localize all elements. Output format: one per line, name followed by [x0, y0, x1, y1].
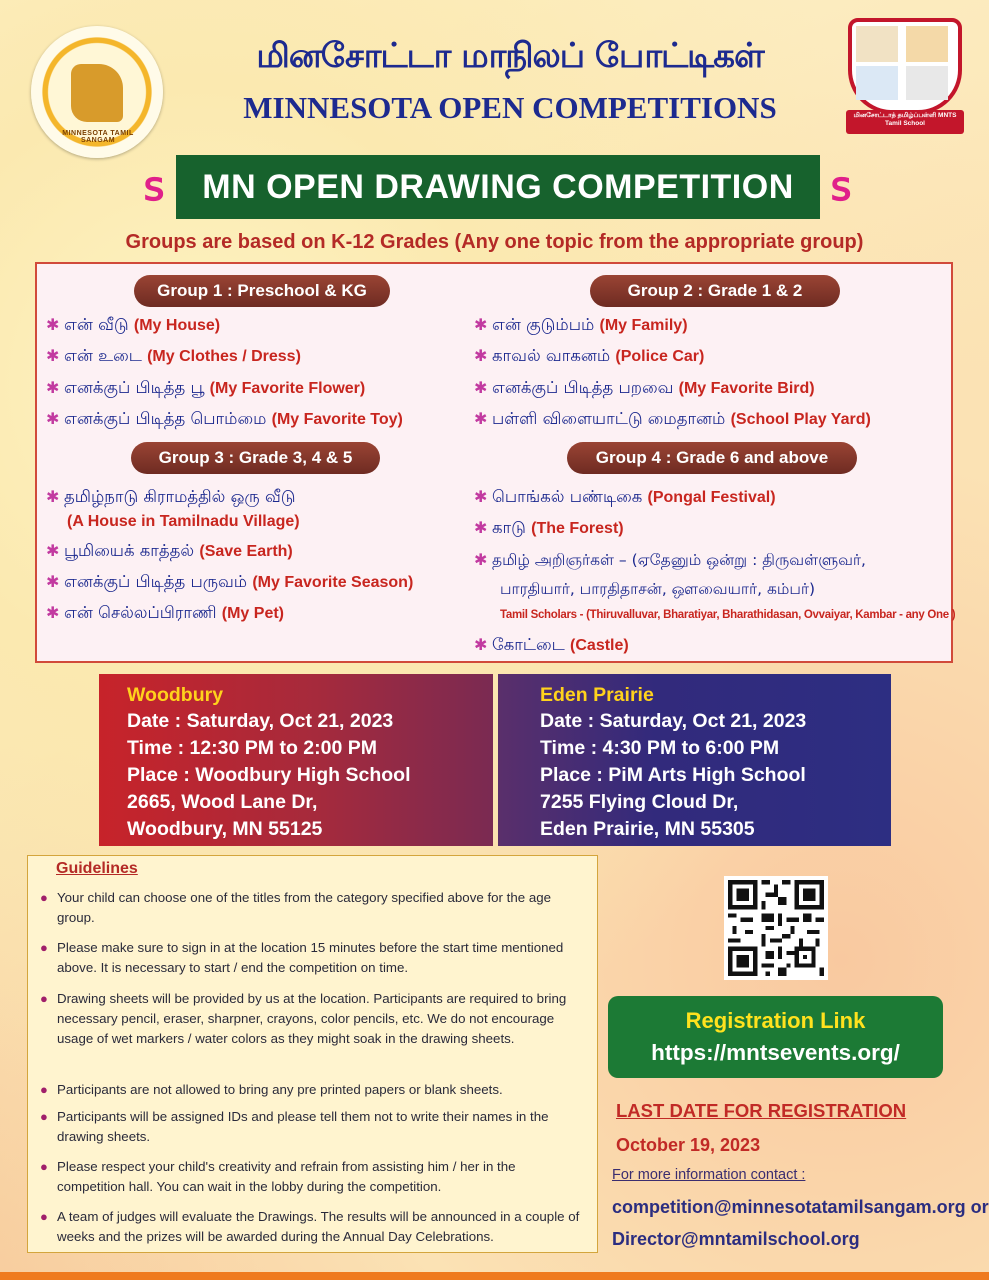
group-1-label: Group 1 : Preschool & KG	[134, 275, 390, 307]
item-en: (My Favorite Bird)	[678, 380, 815, 397]
bottom-strip	[0, 1272, 989, 1280]
shield-quadrant	[856, 26, 898, 62]
item-en: (The Forest)	[531, 520, 624, 537]
list-item	[46, 541, 293, 563]
last-date-label: LAST DATE FOR REGISTRATION	[616, 1100, 907, 1121]
list-item	[474, 518, 624, 540]
director-email-link[interactable]: Director@mntamilschool.org	[612, 1229, 860, 1249]
group-3-label: Group 3 : Grade 3, 4 & 5	[131, 442, 380, 474]
logo-left-text: MINNESOTA TAMIL SANGAM	[62, 130, 134, 144]
venue-time: Time : 4:30 PM to 6:00 PM	[540, 737, 780, 759]
item-ta: பள்ளி விளையாட்டு மைதானம்	[492, 409, 726, 428]
asterisk-icon: ✱	[474, 409, 488, 428]
asterisk-icon: ✱	[474, 315, 488, 334]
list-item	[46, 346, 301, 368]
item-ta: எனக்குப் பிடித்த பறவை	[492, 378, 674, 397]
tamil-school-logo	[846, 18, 964, 136]
more-info-label: For more information contact :	[612, 1167, 806, 1183]
venue-time: Time : 12:30 PM to 2:00 PM	[127, 737, 377, 759]
group-2-label: Group 2 : Grade 1 & 2	[590, 275, 840, 307]
item-en: Tamil Scholars - (Thiruvalluvar, Bharatiyar, Bharathidasan, Ovvaiyar, Kambar - any One )	[500, 609, 956, 621]
contact-email-link[interactable]: competition@minnesotatamilsangam.org or	[612, 1197, 989, 1217]
bullet-icon: ●	[40, 1082, 48, 1097]
list-item	[474, 635, 629, 657]
venue-address-line1: 2665, Wood Lane Dr,	[127, 791, 318, 813]
groups-subtitle: Groups are based on K-12 Grades (Any one topic from the appropriate group)	[125, 231, 864, 253]
guideline-text: Drawing sheets will be provided by us at the location. Participants are required to bring necessary pencil, eraser, sharpner, crayons, color pencils, etc. We do not encourage usage of wet markers / water colors as they might soak in the drawing sheets.	[57, 991, 567, 1046]
list-item	[46, 487, 295, 509]
venue-eden-prairie	[498, 674, 891, 846]
item-en: (My Favorite Toy)	[271, 411, 403, 428]
item-en: (Save Earth)	[199, 543, 293, 560]
item-ta: பூமியைக் காத்தல்	[64, 541, 195, 560]
guideline-text: Your child can choose one of the titles from the category specified above for the age group.	[57, 890, 552, 925]
asterisk-icon: ✱	[474, 487, 488, 506]
tamil-sangam-logo	[31, 26, 163, 158]
venue-address-line2: Eden Prairie, MN 55305	[540, 818, 755, 840]
asterisk-icon: ✱	[474, 518, 488, 537]
registration-label: Registration Link	[685, 1008, 866, 1033]
asterisk-icon: ✱	[474, 346, 488, 365]
item-en: (Police Car)	[615, 348, 705, 365]
title-tamil: மினசோட்டா மாநிலப் போட்டிகள்	[256, 36, 764, 76]
asterisk-icon: ✱	[46, 572, 60, 591]
logo-right-text: மினசோட்டாத் தமிழ்ப்பள்ளி MNTS Tamil School	[846, 110, 964, 134]
registration-link-box[interactable]	[608, 996, 943, 1078]
venue-woodbury	[99, 674, 493, 846]
item-ta: என் குடும்பம்	[492, 315, 595, 334]
registration-url-link[interactable]: https://mntsevents.org/	[651, 1040, 900, 1065]
guideline-text: Participants are not allowed to bring any pre printed papers or blank sheets.	[57, 1082, 503, 1097]
item-en: (School Play Yard)	[730, 411, 871, 428]
item-en: (A House in Tamilnadu Village)	[67, 513, 300, 530]
list-item	[46, 315, 220, 337]
guideline-item	[40, 1207, 580, 1247]
venue-date: Date : Saturday, Oct 21, 2023	[127, 710, 394, 732]
list-item	[46, 603, 284, 625]
item-en: (Pongal Festival)	[647, 489, 776, 506]
venue-address-line1: 7255 Flying Cloud Dr,	[540, 791, 739, 813]
list-item	[46, 572, 413, 594]
asterisk-icon: ✱	[46, 378, 60, 397]
item-en: (My House)	[133, 317, 221, 334]
item-ta: என் செல்லப்பிராணி	[64, 603, 217, 622]
asterisk-icon: ✱	[46, 346, 60, 365]
list-item	[474, 378, 815, 400]
guideline-text: A team of judges will evaluate the Drawings. The results will be announced in a couple of weeks and the prizes will be awarded during the Annual Day Celebrations.	[57, 1209, 580, 1244]
item-ta: பொங்கல் பண்டிகை	[492, 487, 643, 506]
asterisk-icon: ✱	[46, 603, 60, 622]
item-ta-continued: பாரதியார், பாரதிதாசன், ஔவையார், கம்பர்)	[500, 580, 816, 598]
bullet-icon: ●	[40, 940, 48, 955]
asterisk-icon: ✱	[46, 487, 60, 506]
shield-quadrant	[856, 66, 898, 100]
scroll-ornament-right-icon: ꜱ	[830, 165, 852, 209]
item-en: (My Favorite Flower)	[209, 380, 366, 397]
item-en: (My Pet)	[221, 605, 284, 622]
asterisk-icon: ✱	[474, 378, 488, 397]
list-item	[46, 378, 365, 400]
bullet-icon: ●	[40, 1159, 48, 1174]
guidelines-box	[27, 855, 598, 1253]
last-date-value: October 19, 2023	[616, 1135, 761, 1155]
shield-quadrant	[906, 26, 948, 62]
asterisk-icon: ✱	[474, 635, 488, 654]
guideline-item	[40, 1080, 580, 1100]
list-item	[474, 550, 866, 571]
item-ta: என் வீடு	[64, 315, 129, 334]
item-en: (My Favorite Season)	[252, 574, 414, 591]
item-ta: காவல் வாகனம்	[492, 346, 611, 365]
bullet-icon: ●	[40, 1109, 48, 1124]
item-ta: என் உடை	[64, 346, 142, 365]
bullet-icon: ●	[40, 890, 48, 905]
item-en: (My Clothes / Dress)	[147, 348, 301, 365]
venue-name: Woodbury	[127, 684, 224, 706]
asterisk-icon: ✱	[46, 541, 60, 560]
item-ta: எனக்குப் பிடித்த பருவம்	[64, 572, 248, 591]
competition-banner: MN OPEN DRAWING COMPETITION	[176, 155, 820, 219]
bullet-icon: ●	[40, 991, 48, 1006]
venue-place: Place : PiM Arts High School	[540, 764, 806, 786]
guideline-item	[40, 938, 580, 978]
minnesota-map-emblem	[71, 64, 123, 122]
item-ta: காடு	[492, 518, 526, 537]
item-ta: தமிழ் அறிஞர்கள் – (ஏதேனும் ஒன்று : திருவள்ளுவர்,	[492, 551, 866, 569]
venue-name: Eden Prairie	[540, 684, 654, 706]
shield-quadrant	[906, 66, 948, 100]
item-en: (My Family)	[599, 317, 688, 334]
registration-qr-code[interactable]	[724, 876, 828, 980]
item-ta: தமிழ்நாடு கிராமத்தில் ஒரு வீடு	[64, 487, 296, 506]
group-4-label: Group 4 : Grade 6 and above	[567, 442, 857, 474]
item-ta: எனக்குப் பிடித்த பொம்மை	[64, 409, 267, 428]
asterisk-icon: ✱	[46, 409, 60, 428]
asterisk-icon: ✱	[46, 315, 60, 334]
venue-address-line2: Woodbury, MN 55125	[127, 818, 323, 840]
title-english: MINNESOTA OPEN COMPETITIONS	[243, 90, 777, 125]
guideline-item	[40, 1107, 580, 1147]
guideline-text: Please make sure to sign in at the location 15 minutes before the start time mentioned above. It is necessary to start / end the competition on time.	[57, 940, 564, 975]
guideline-text: Please respect your child's creativity and refrain from assisting him / her in the competition hall. You can wait in the lobby during the competition.	[57, 1159, 516, 1194]
venue-place: Place : Woodbury High School	[127, 764, 411, 786]
guidelines-title: Guidelines	[56, 860, 138, 877]
guideline-text: Participants will be assigned IDs and please tell them not to write their names in the drawing sheets.	[57, 1109, 549, 1144]
list-item	[474, 487, 776, 509]
asterisk-icon: ✱	[474, 550, 488, 569]
list-item	[46, 409, 403, 431]
scroll-ornament-left-icon: ꜱ	[143, 165, 165, 209]
item-en: (Castle)	[570, 637, 629, 654]
item-ta: எனக்குப் பிடித்த பூ	[64, 378, 205, 397]
list-item	[474, 315, 688, 337]
guideline-item	[40, 888, 580, 928]
venue-date: Date : Saturday, Oct 21, 2023	[540, 710, 807, 732]
list-item	[474, 346, 704, 368]
list-item	[474, 409, 871, 431]
guideline-item	[40, 989, 580, 1049]
bullet-icon: ●	[40, 1209, 48, 1224]
guideline-item	[40, 1157, 580, 1197]
item-ta: கோட்டை	[492, 635, 565, 654]
